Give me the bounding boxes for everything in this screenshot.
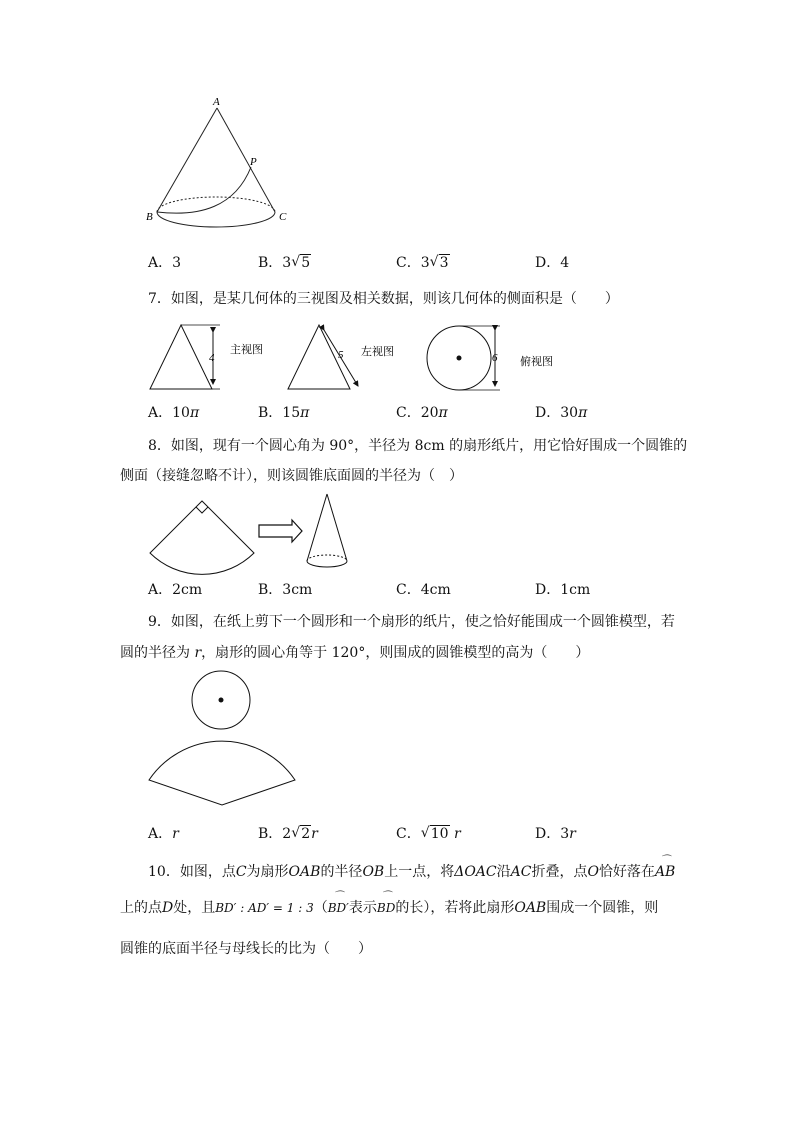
- q8-sector-to-cone-figure: [140, 490, 380, 575]
- q6-label-b: B: [146, 211, 153, 223]
- q10-line1: 10．如图，点C为扇形OAB的半径OB上一点，将ΔOAC沿AC折叠，点O恰好落在 ⌒ AB: [148, 855, 676, 880]
- q8-stem-line2: 侧面（接缝忽略不计），则该圆锥底面圆的半径为（ ）: [120, 468, 463, 484]
- q6-option-b: B．3√ 5: [258, 253, 311, 273]
- q6-option-a: A．3: [148, 255, 182, 271]
- q7-three-views-figure: [140, 318, 580, 396]
- q7-side-dim: 5: [338, 349, 344, 361]
- q9-stem-line1: 9．如图，在纸上剪下一个圆形和一个扇形的纸片，使之恰好能围成一个圆锥模型，若: [148, 614, 675, 630]
- q9-circle-sector-figure: [140, 668, 310, 813]
- q7-stem: 7．如图，是某几何体的三视图及相关数据，则该几何体的侧面积是（ ）: [148, 291, 619, 307]
- q7-option-c: C．20π: [396, 405, 448, 421]
- q7-option-d: D．30π: [535, 405, 588, 421]
- q7-side-label: 左视图: [361, 345, 394, 358]
- q6-option-d: D．4: [535, 255, 570, 271]
- q7-front-dim: 4: [209, 352, 215, 364]
- q6-label-c: C: [279, 211, 287, 223]
- q8-option-a: A．2cm: [148, 582, 203, 598]
- q6-label-a: A: [213, 96, 220, 108]
- q7-top-dim: 6: [492, 352, 498, 364]
- q8-option-c: C．4cm: [396, 582, 451, 598]
- q8-stem-line1: 8．如图，现有一个圆心角为 90°，半径为 8cm 的扇形纸片，用它恰好围成一个圆锥的: [148, 438, 688, 454]
- q6-option-c: C．3√ 3: [396, 253, 450, 273]
- q7-option-a: A．10π: [148, 405, 200, 421]
- q7-top-label: 俯视图: [520, 355, 553, 368]
- q10-line3: 圆锥的底面半径与母线长的比为（ ）: [120, 941, 372, 957]
- q9-option-b: B．2√ 2r: [258, 824, 318, 844]
- q10-line2: 上的点D处，且BD′ : AD′ = 1 : 3（ ⌒ BD′表示 ⌒ BD的长），若将此扇形OAB围成一个圆锥，则: [120, 891, 659, 916]
- q9-option-a: A．r: [148, 826, 179, 842]
- q6-label-p: P: [250, 156, 257, 168]
- q7-front-label: 主视图: [230, 343, 263, 356]
- q6-cone-figure: [140, 95, 300, 245]
- q9-option-c: C．√ 10 r: [396, 824, 461, 844]
- q9-option-d: D．3r: [535, 826, 576, 842]
- q7-option-b: B．15π: [258, 405, 310, 421]
- q9-stem-line2: 圆的半径为 r，扇形的圆心角等于 120°，则围成的圆锥模型的高为（ ）: [120, 645, 590, 661]
- q8-option-b: B．3cm: [258, 582, 313, 598]
- q8-option-d: D．1cm: [535, 582, 591, 598]
